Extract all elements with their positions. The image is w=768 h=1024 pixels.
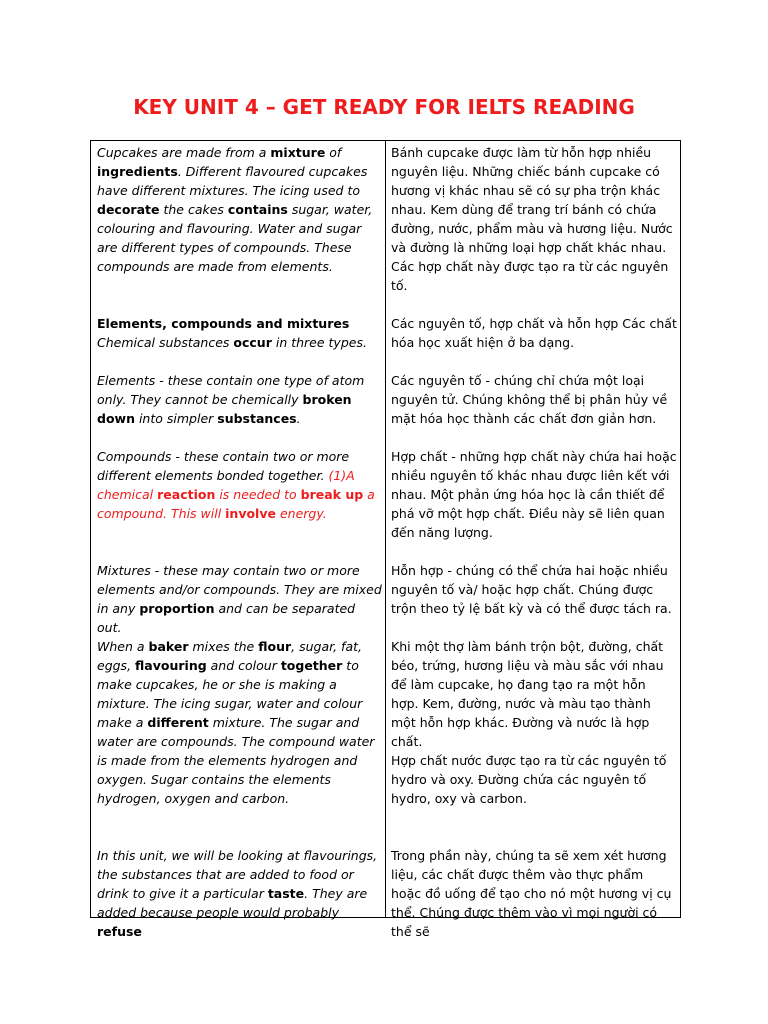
vietnamese-paragraph: Trong phần này, chúng ta sẽ xem xét hương liệu, các chất được thêm vào thực phẩm hoặc đồ uống để tạo cho nó một hương vị cụ thể. Chúng được thêm vào vì mọi người có thể sẽ (391, 848, 672, 939)
keyword: substances (217, 411, 297, 426)
text-run: in three types. (271, 335, 367, 350)
keyword: occur (233, 335, 272, 350)
text-run: mixture. The sugar and water are compounds. The compound water is made from the elements hydrogen and oxygen. Sugar contains the elements hydrogen, oxygen and carbon. (97, 715, 375, 806)
text-run: Chemical substances (97, 335, 234, 350)
text-run: (1)A chemical (97, 468, 355, 502)
keyword: flour (258, 639, 292, 654)
english-paragraph (97, 846, 382, 941)
keyword: decorate (97, 202, 160, 217)
text-run: . (296, 411, 301, 426)
keyword: baker (148, 639, 189, 654)
text-run: sugar, water, colouring and flavouring. Water and sugar are different types of compounds. These compounds are made from elements. (97, 202, 373, 274)
document-title: KEY UNIT 4 – GET READY FOR IELTS READING (133, 95, 635, 119)
english-paragraph (97, 637, 382, 808)
keyword: proportion (139, 601, 215, 616)
vietnamese-paragraph: Bánh cupcake được làm từ hỗn hợp nhiều nguyên liệu. Những chiếc bánh cupcake có hương vị khác nhau sẽ có sự pha trộn khác nhau. Kem dùng để trang trí bánh có chứa đường, nước, phẩm màu và hương liệu. Nước và đường là những loại hợp chất khác nhau. Các hợp chất này được tạo ra từ các nguyên tố. (391, 145, 673, 293)
text-run: into simpler (134, 411, 218, 426)
column-divider (385, 141, 386, 917)
keyword: broken down (97, 392, 352, 426)
english-paragraph (97, 561, 382, 637)
vietnamese-paragraph: Khi một thợ làm bánh trộn bột, đường, chất béo, trứng, hương liệu và màu sắc với nhau để làm cupcake, họ đang tạo ra một hỗn hợp. Kem, đường, nước và màu tạo thành một hỗn hợp khác. Đường và nước là hợp chất. (391, 639, 664, 749)
vietnamese-paragraph: Các nguyên tố - chúng chỉ chứa một loại nguyên tử. Chúng không thể bị phân hủy về mặt hóa học thành các chất đơn giản hơn. (391, 373, 668, 426)
vietnamese-paragraph: Hỗn hợp - chúng có thể chứa hai hoặc nhiều nguyên tố và/ hoặc hợp chất. Chúng được trộn theo tỷ lệ bất kỳ và có thể được tách ra. (391, 563, 672, 616)
text-run: Cupcakes are made from a (97, 145, 271, 160)
text-run: energy. (275, 506, 327, 521)
text-run: . Different flavoured cupcakes have different mixtures. The icing used to (97, 164, 368, 198)
text-run: In this unit, we will be looking at flavourings, the substances that are added to food or drink to give it a particular (97, 848, 378, 901)
text-run: a compound. This will (97, 487, 375, 521)
text-run: Elements - these contain one type of atom only. They cannot be chemically (97, 373, 365, 407)
text-run: and colour (206, 658, 281, 673)
keyword: break up (300, 487, 364, 502)
text-run: When a (97, 639, 149, 654)
keyword: different (147, 715, 209, 730)
english-paragraph (97, 143, 382, 276)
keyword: ingredients (97, 164, 178, 179)
keyword: refuse (97, 924, 142, 939)
keyword: together (280, 658, 343, 673)
vietnamese-paragraph: Hợp chất - những hợp chất này chứa hai hoặc nhiều nguyên tố khác nhau được liên kết với nhau. Một phản ứng hóa học là cần thiết để phá vỡ một hợp chất. Điều này sẽ liên quan đến năng lượng. (391, 449, 677, 540)
vietnamese-paragraph: Các nguyên tố, hợp chất và hỗn hợp Các chất hóa học xuất hiện ở ba dạng. (391, 316, 677, 350)
text-run: to make cupcakes, he or she is making a mixture. The icing sugar, water and colour make a (97, 658, 363, 730)
text-run: . They are added because people would probably (97, 886, 368, 920)
keyword: reaction (157, 487, 216, 502)
keyword: mixture (270, 145, 326, 160)
english-paragraph (97, 314, 382, 352)
keyword: contains (227, 202, 288, 217)
text-run: Compounds - these contain two or more different elements bonded together. (97, 449, 350, 483)
text-run: the cakes (159, 202, 228, 217)
keyword: Elements, compounds and mixtures (97, 316, 350, 331)
text-run: mixes the (188, 639, 259, 654)
text-run: is needed to (215, 487, 301, 502)
keyword: taste (267, 886, 305, 901)
keyword: flavouring (135, 658, 207, 673)
keyword: involve (225, 506, 276, 521)
english-paragraph (97, 371, 382, 428)
vietnamese-paragraph: Hợp chất nước được tạo ra từ các nguyên tố hydro và oxy. Đường chứa các nguyên tố hydro, oxy và carbon. (391, 753, 667, 806)
text-run: , sugar, fat, eggs, (97, 639, 362, 673)
text-run: Mixtures - these may contain two or more elements and/or compounds. They are mixed in any (97, 563, 382, 616)
translation-table (90, 140, 681, 939)
text-run: and can be separated out. (97, 601, 356, 635)
english-paragraph (97, 447, 382, 523)
text-run: of (325, 145, 342, 160)
